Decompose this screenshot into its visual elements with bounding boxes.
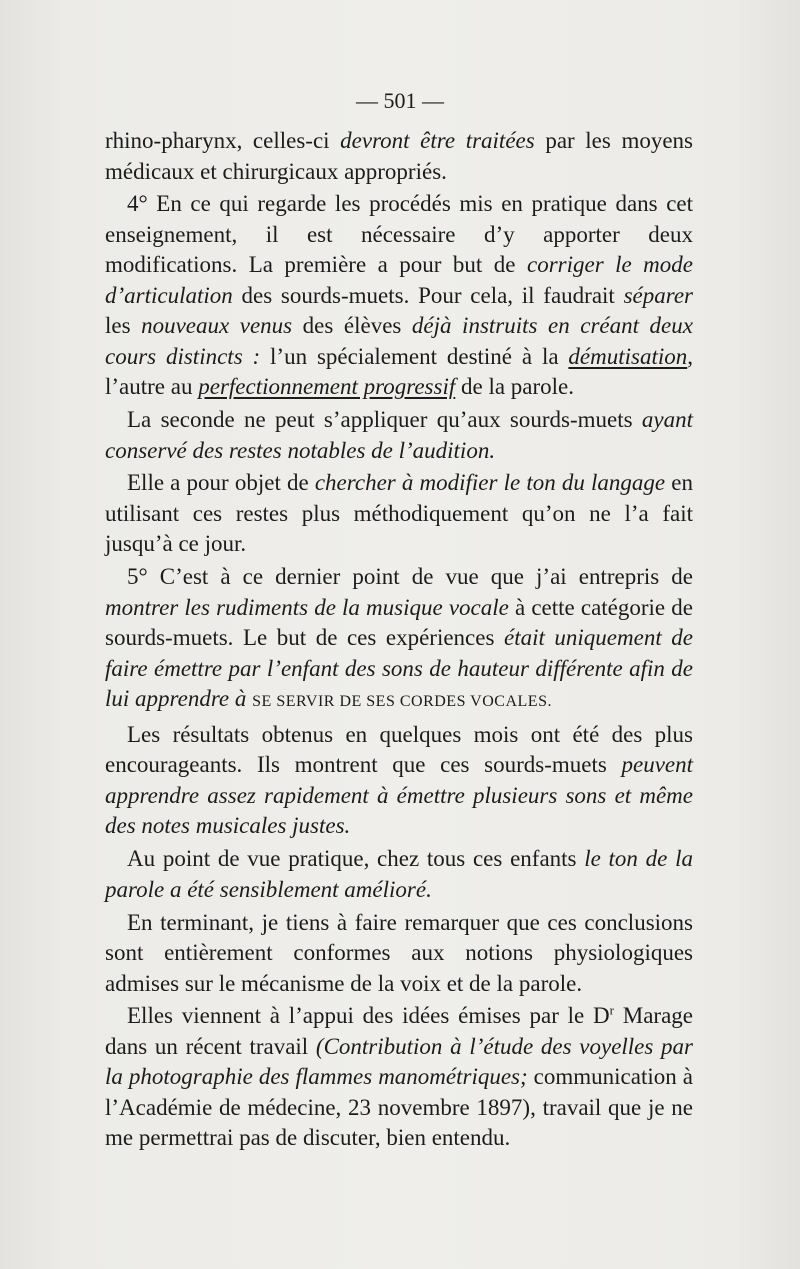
text-run: Les résultats obtenus en quelques mois ont été des plus encourageants. Ils montrent que ces sourds-muets bbox=[105, 721, 693, 778]
small-caps-run: SE SERVIR DE SES CORDES VOCALES. bbox=[252, 693, 552, 711]
paragraph-4 bbox=[105, 468, 693, 560]
underlined-italic-run: perfectionnement progressif bbox=[198, 374, 456, 400]
text-run: Elle a pour objet de bbox=[127, 470, 315, 496]
text-run: l’un spécialement destiné à la bbox=[260, 343, 569, 369]
italic-run: séparer bbox=[623, 282, 693, 308]
text-run: 5° C’est à ce dernier point de vue que j’ai entrepris de bbox=[127, 564, 693, 590]
paragraph-8 bbox=[105, 908, 693, 1000]
text-run: La seconde ne peut s’appliquer qu’aux sourds-muets bbox=[127, 407, 642, 433]
text-run: , l’autre au bbox=[105, 343, 693, 400]
paragraph-9 bbox=[105, 1001, 693, 1154]
paragraph-3 bbox=[105, 405, 693, 466]
text-run: 4° En ce qui regarde les procédés mis en pratique dans cet enseignement, il est nécessaire d’y apporter deux modifications. La première a pour but de bbox=[105, 191, 693, 278]
underlined-italic-run: démutisation bbox=[568, 343, 688, 369]
paragraph-6 bbox=[105, 720, 693, 842]
text-run: Marage dans un récent travail bbox=[105, 1003, 693, 1059]
text-run: des sourds-muets. Pour cela, il faudrait bbox=[232, 282, 624, 308]
italic-run: peuvent apprendre assez rapidement à émettre plusieurs sons et même des notes musicales justes. bbox=[105, 752, 693, 839]
superscript-run: r bbox=[609, 1002, 614, 1018]
text-run: en utilisant ces restes plus méthodiquement qu’on ne l’a fait jusqu’à ce jour. bbox=[105, 470, 693, 557]
text-run: rhino-pharynx, celles-ci bbox=[105, 128, 341, 153]
text-run: En terminant, je tiens à faire remarquer que ces conclusions sont entièrement conformes aux notions physiologiques admises sur le mécanisme de la voix et de la parole. bbox=[105, 909, 693, 996]
paragraph-1 bbox=[105, 126, 693, 187]
paragraph-5 bbox=[105, 562, 693, 718]
italic-run: corriger le mode d’articulation bbox=[105, 252, 694, 308]
text-run: communication à l’Académie de médecine, 23 novembre 1897), travail que je ne me permettrai pas de discuter, bien entendu. bbox=[105, 1064, 693, 1151]
body-text bbox=[105, 126, 693, 1154]
italic-run: ayant conservé des restes notables de l’audition. bbox=[105, 407, 693, 463]
text-run: de la parole. bbox=[455, 374, 575, 400]
text-run: Au point de vue pratique, chez tous ces enfants bbox=[127, 846, 585, 872]
italic-run: le ton de la parole a été sensiblement amélioré. bbox=[105, 846, 693, 902]
italic-run: montrer les rudiments de la musique vocale bbox=[105, 594, 509, 620]
italic-run: chercher à modifier le ton du langage bbox=[314, 470, 666, 496]
paragraph-2 bbox=[105, 189, 693, 403]
text-run: à cette catégorie de sourds-muets. Le but de ces expériences bbox=[105, 594, 693, 651]
italic-run: (Contribution à l’étude des voyelles par la photographie des flammes manométriques; bbox=[105, 1033, 693, 1090]
italic-run: était uniquement de faire émettre par l’enfant des sons de hauteur différente afin de lui apprendre à bbox=[105, 625, 693, 712]
text-run: Elles viennent à l’appui des idées émises par le D bbox=[127, 1003, 610, 1029]
text-run: des élèves bbox=[292, 313, 412, 339]
page-number: — 501 — bbox=[356, 88, 444, 113]
text-run: les bbox=[105, 313, 142, 339]
italic-run: devront être traitées bbox=[340, 128, 535, 153]
paragraph-7 bbox=[105, 844, 693, 905]
italic-run: déjà instruits en créant deux cours distincts : bbox=[105, 313, 693, 369]
italic-run: nouveaux venus bbox=[141, 313, 293, 339]
text-run: par les moyens médicaux et chirurgicaux appropriés. bbox=[105, 128, 693, 184]
